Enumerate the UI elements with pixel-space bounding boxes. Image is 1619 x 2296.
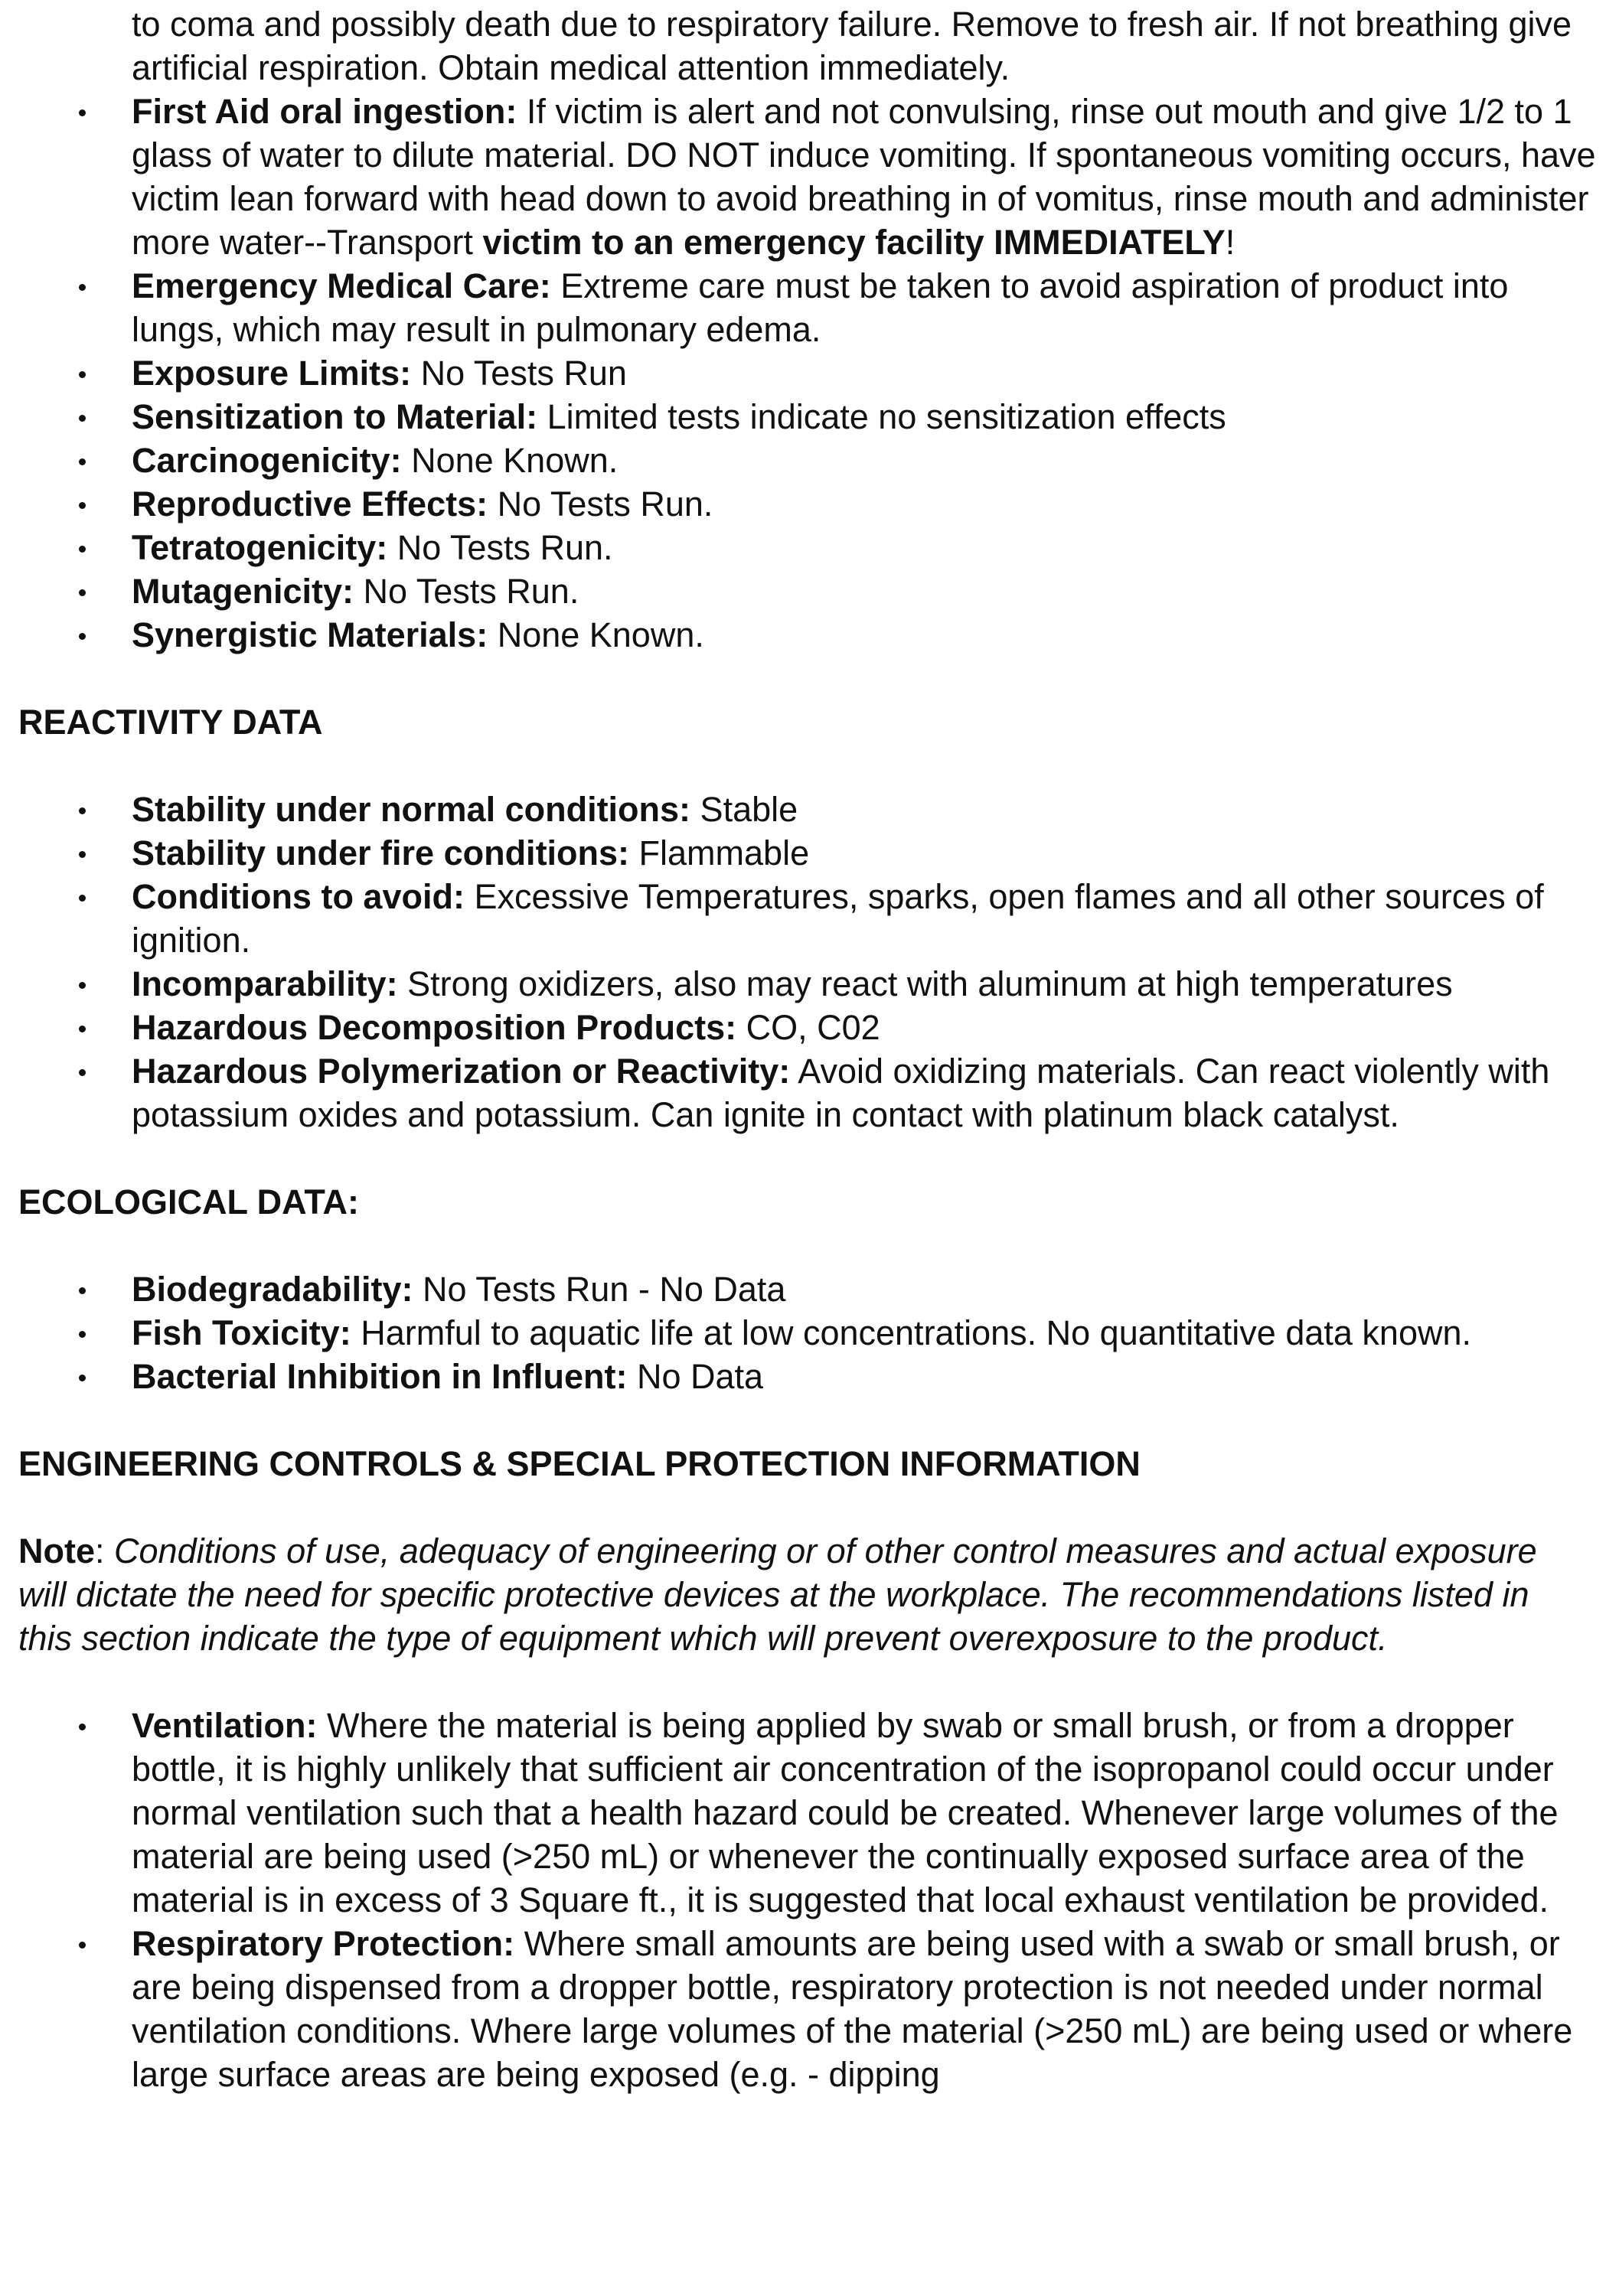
section-heading-ecological: ECOLOGICAL DATA: — [18, 1182, 359, 1221]
item-label: Ventilation: — [132, 1706, 318, 1745]
item-text: Excessive Temperatures, sparks, open flames and all other sources of ignition. — [132, 877, 1544, 960]
item-text: No Tests Run — [411, 354, 627, 393]
note-text: Conditions of use, adequacy of engineering or of other control measures and actual exposure will dictate the need for specific protective devices at the workplace. The recommendations listed in this section indicate the type of equipment which will prevent overexposure to the product. — [18, 1531, 1537, 1658]
list-item — [0, 526, 1619, 569]
reactivity-list — [0, 788, 1619, 1137]
list-item — [0, 962, 1619, 1006]
list-item — [0, 1267, 1619, 1311]
list-item — [0, 439, 1619, 482]
item-text: Harmful to aquatic life at low concentrations. No quantitative data known. — [351, 1313, 1471, 1352]
item-text: Flammable — [629, 833, 810, 872]
item-label: Stability under normal conditions: — [132, 790, 691, 829]
item-text: Avoid oxidizing materials. Can react violently with potassium oxides and potassium. Can ignite in contact with platinum black catalyst. — [132, 1052, 1550, 1134]
item-text: Strong oxidizers, also may react with aluminum at high temperatures — [397, 964, 1453, 1003]
item-label: Respiratory Protection: — [132, 1924, 515, 1963]
item-label: Sensitization to Material: — [132, 397, 538, 436]
section-heading-engineering: ENGINEERING CONTROLS & SPECIAL PROTECTION INFORMATION — [18, 1444, 1141, 1483]
health-list — [0, 90, 1619, 657]
engineering-note — [0, 1529, 1619, 1660]
item-label: Exposure Limits: — [132, 354, 412, 393]
item-label: Bacterial Inhibition in Influent: — [132, 1357, 628, 1396]
engineering-list — [0, 1704, 1619, 2096]
list-item — [0, 1922, 1619, 2096]
item-text: Where small amounts are being used with a swab or small brush, or are being dispensed from a dropper bottle, respiratory protection is not needed under normal ventilation conditions. Where large volumes of the material (>250 mL) are being used or where large surface areas are being exposed (e.g. - dipping — [132, 1924, 1573, 2094]
list-item — [0, 351, 1619, 395]
item-label: Tetratogenicity: — [132, 528, 388, 567]
section-heading-reactivity: REACTIVITY DATA — [18, 703, 323, 742]
list-item — [0, 90, 1619, 264]
list-item — [0, 1006, 1619, 1049]
item-text: None Known. — [401, 441, 619, 480]
item-text: Stable — [690, 790, 798, 829]
item-label: Synergistic Materials: — [132, 615, 488, 654]
continued-paragraph: to coma and possibly death due to respiratory failure. Remove to fresh air. If not breathing give artificial respiration. Obtain medical attention immediately. — [132, 5, 1572, 87]
item-text: No Tests Run. — [387, 528, 613, 567]
list-item — [0, 1049, 1619, 1137]
list-item — [0, 569, 1619, 613]
list-item — [0, 482, 1619, 526]
item-label: Stability under fire conditions: — [132, 833, 630, 872]
item-text: Limited tests indicate no sensitization effects — [537, 397, 1226, 436]
item-label: Mutagenicity: — [132, 572, 354, 611]
ecological-list — [0, 1267, 1619, 1398]
item-label: Reproductive Effects: — [132, 484, 488, 523]
list-item — [0, 875, 1619, 962]
list-item — [0, 1704, 1619, 1922]
item-label: Biodegradability: — [132, 1270, 413, 1309]
item-label: Emergency Medical Care: — [132, 266, 551, 305]
note-label: Note — [18, 1531, 95, 1570]
list-item — [0, 613, 1619, 657]
item-text: Where the material is being applied by swab or small brush, or from a dropper bottle, it is highly unlikely that sufficient air concentration of the isopropanol could occur under normal ventilation such that a health hazard could be created. Whenever large volumes of the material are being used (>250 mL) or whenever the continually exposed surface area of the material is in excess of 3 Square ft., it is suggested that local exhaust ventilation be provided. — [132, 1706, 1559, 1919]
list-item — [0, 1311, 1619, 1355]
list-item — [0, 788, 1619, 831]
item-label: Carcinogenicity: — [132, 441, 402, 480]
item-text: No Tests Run. — [354, 572, 579, 611]
item-emphasis: victim to an emergency facility IMMEDIATELY — [482, 223, 1226, 262]
item-label: Hazardous Decomposition Products: — [132, 1008, 737, 1047]
item-end: ! — [1225, 223, 1235, 262]
item-text: If victim is alert and not convulsing, rinse out mouth and give 1/2 to 1 glass of water to dilute material. DO NOT induce vomiting. If spontaneous vomiting occurs, have victim lean forward with head down to avoid breathing in of vomitus, rinse mouth and administer more water--Transport — [132, 92, 1596, 262]
list-item — [0, 831, 1619, 875]
item-text: CO, C02 — [736, 1008, 880, 1047]
item-text: None Known. — [488, 615, 704, 654]
item-text: No Tests Run - No Data — [413, 1270, 786, 1309]
item-label: Fish Toxicity: — [132, 1313, 351, 1352]
item-text: No Tests Run. — [488, 484, 713, 523]
item-text: No Data — [627, 1357, 764, 1396]
item-label: Incomparability: — [132, 964, 398, 1003]
item-label: Hazardous Polymerization or Reactivity: — [132, 1052, 791, 1091]
list-item — [0, 395, 1619, 439]
note-colon: : — [95, 1531, 115, 1570]
list-item — [0, 264, 1619, 351]
item-label: Conditions to avoid: — [132, 877, 465, 916]
item-text: Extreme care must be taken to avoid aspiration of product into lungs, which may result in pulmonary edema. — [132, 266, 1509, 349]
item-label: First Aid oral ingestion: — [132, 92, 517, 131]
list-item — [0, 1355, 1619, 1398]
